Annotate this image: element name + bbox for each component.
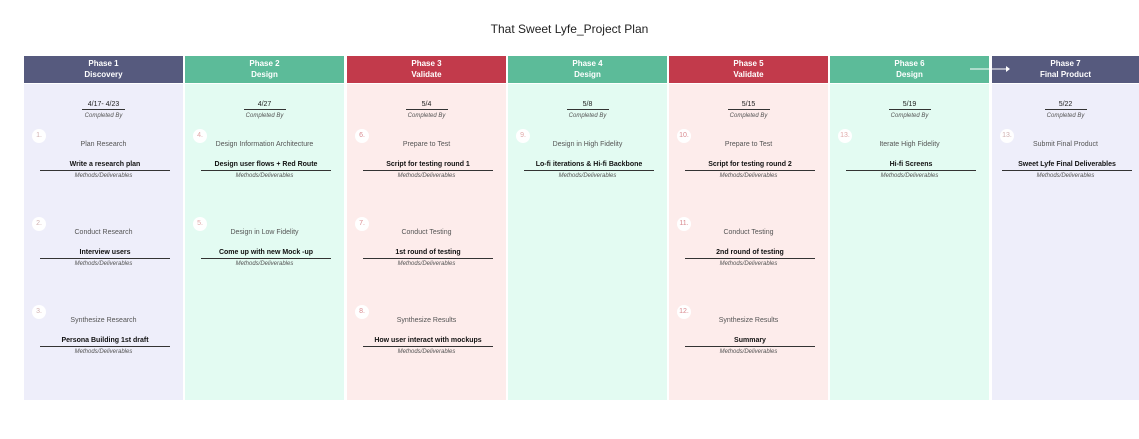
phase-name: Design bbox=[251, 69, 278, 79]
phase-date: 5/4 bbox=[406, 101, 448, 110]
methods-label: Methods/Deliverables bbox=[1036, 173, 1095, 179]
task-title: Synthesize Results bbox=[396, 317, 457, 324]
phase-column-7 bbox=[992, 56, 1139, 400]
task-item bbox=[24, 217, 183, 277]
task-number: 7. bbox=[355, 217, 369, 231]
methods-label: Methods/Deliverables bbox=[397, 261, 456, 267]
task-item bbox=[669, 129, 828, 189]
task-title: Iterate High Fidelity bbox=[879, 141, 940, 148]
phase-name: Validate bbox=[733, 69, 764, 79]
phase-header-7 bbox=[992, 56, 1139, 83]
phase-number: Phase 7 bbox=[1050, 59, 1081, 68]
phase-header-6 bbox=[830, 56, 989, 83]
task-number: 1. bbox=[32, 129, 46, 143]
task-deliverable: Script for testing round 1 bbox=[363, 161, 493, 171]
methods-label: Methods/Deliverables bbox=[74, 349, 133, 355]
phase-name: Validate bbox=[411, 69, 442, 79]
phase-column-1 bbox=[24, 56, 183, 400]
methods-label: Methods/Deliverables bbox=[74, 173, 133, 179]
task-item bbox=[669, 217, 828, 277]
phase-header-2 bbox=[185, 56, 344, 83]
task-title: Submit Final Product bbox=[1033, 141, 1098, 148]
task-title: Prepare to Test bbox=[724, 141, 773, 148]
phase-number: Phase 1 bbox=[88, 59, 119, 68]
phase-body bbox=[24, 84, 183, 400]
task-item bbox=[347, 129, 506, 189]
task-item bbox=[669, 305, 828, 365]
methods-label: Methods/Deliverables bbox=[719, 173, 778, 179]
task-item bbox=[185, 217, 344, 277]
phase-number: Phase 6 bbox=[894, 59, 925, 68]
task-item bbox=[508, 129, 667, 189]
task-deliverable: Come up with new Mock -up bbox=[201, 249, 331, 259]
phase-body bbox=[830, 84, 989, 400]
phase-number: Phase 2 bbox=[249, 59, 280, 68]
phase-number: Phase 4 bbox=[572, 59, 603, 68]
phase-column-5 bbox=[669, 56, 828, 400]
completed-by-label: Completed By bbox=[84, 113, 123, 119]
phase-body bbox=[992, 84, 1139, 400]
task-deliverable: Design user flows + Red Route bbox=[201, 161, 331, 171]
completed-by-label: Completed By bbox=[568, 113, 607, 119]
phase-body bbox=[508, 84, 667, 400]
arrow-right-icon bbox=[970, 65, 1010, 73]
methods-label: Methods/Deliverables bbox=[880, 173, 939, 179]
task-title: Conduct Testing bbox=[401, 229, 452, 236]
methods-label: Methods/Deliverables bbox=[235, 173, 294, 179]
task-number: 5. bbox=[193, 217, 207, 231]
phase-column-6 bbox=[830, 56, 989, 400]
task-title: Design in High Fidelity bbox=[552, 141, 623, 148]
methods-label: Methods/Deliverables bbox=[235, 261, 294, 267]
task-deliverable: Script for testing round 2 bbox=[685, 161, 815, 171]
task-title: Design in Low Fidelity bbox=[230, 229, 299, 236]
task-deliverable: How user interact with mockups bbox=[363, 337, 493, 347]
task-title: Plan Research bbox=[80, 141, 127, 148]
methods-label: Methods/Deliverables bbox=[719, 261, 778, 267]
task-title: Prepare to Test bbox=[402, 141, 451, 148]
task-title: Design Information Architecture bbox=[215, 141, 314, 148]
project-board bbox=[24, 56, 1139, 400]
task-deliverable: Write a research plan bbox=[40, 161, 170, 171]
methods-label: Methods/Deliverables bbox=[719, 349, 778, 355]
task-title: Synthesize Results bbox=[718, 317, 779, 324]
task-item bbox=[24, 305, 183, 365]
completed-by-label: Completed By bbox=[729, 113, 768, 119]
phase-name: Final Product bbox=[1039, 69, 1092, 79]
phase-header-5 bbox=[669, 56, 828, 83]
phase-date: 5/22 bbox=[1045, 101, 1087, 110]
task-title: Conduct Research bbox=[74, 229, 133, 236]
task-item bbox=[347, 305, 506, 365]
task-number: 4. bbox=[193, 129, 207, 143]
task-item bbox=[992, 129, 1139, 189]
phase-number: Phase 3 bbox=[411, 59, 442, 68]
methods-label: Methods/Deliverables bbox=[558, 173, 617, 179]
methods-label: Methods/Deliverables bbox=[397, 349, 456, 355]
phase-header-1 bbox=[24, 56, 183, 83]
task-deliverable: 1st round of testing bbox=[363, 249, 493, 259]
task-number: 3. bbox=[32, 305, 46, 319]
phase-name: Discovery bbox=[84, 69, 123, 79]
phase-name: Design bbox=[574, 69, 601, 79]
phase-name: Design bbox=[896, 69, 923, 79]
phase-date: 5/15 bbox=[728, 101, 770, 110]
methods-label: Methods/Deliverables bbox=[397, 173, 456, 179]
phase-body bbox=[185, 84, 344, 400]
task-number: 9. bbox=[516, 129, 530, 143]
phase-body bbox=[347, 84, 506, 400]
completed-by-label: Completed By bbox=[407, 113, 446, 119]
methods-label: Methods/Deliverables bbox=[74, 261, 133, 267]
phase-column-4 bbox=[508, 56, 667, 400]
task-number: 11. bbox=[677, 217, 691, 231]
task-number: 6. bbox=[355, 129, 369, 143]
phase-column-3 bbox=[347, 56, 506, 400]
phase-column-2 bbox=[185, 56, 344, 400]
task-item bbox=[830, 129, 989, 189]
task-item bbox=[185, 129, 344, 189]
phase-date: 4/27 bbox=[244, 101, 286, 110]
task-item bbox=[347, 217, 506, 277]
task-deliverable: Persona Building 1st draft bbox=[40, 337, 170, 347]
task-number: 13. bbox=[838, 129, 852, 143]
phase-body bbox=[669, 84, 828, 400]
task-number: 8. bbox=[355, 305, 369, 319]
phase-number: Phase 5 bbox=[733, 59, 764, 68]
task-number: 2. bbox=[32, 217, 46, 231]
task-item bbox=[24, 129, 183, 189]
completed-by-label: Completed By bbox=[245, 113, 284, 119]
phase-header-3 bbox=[347, 56, 506, 83]
completed-by-label: Completed By bbox=[890, 113, 929, 119]
phase-date: 5/19 bbox=[889, 101, 931, 110]
task-title: Synthesize Research bbox=[70, 317, 137, 324]
task-deliverable: Summary bbox=[685, 337, 815, 347]
task-number: 12. bbox=[677, 305, 691, 319]
task-deliverable: Interview users bbox=[40, 249, 170, 259]
task-number: 13. bbox=[1000, 129, 1014, 143]
phase-date: 4/17- 4/23 bbox=[82, 101, 126, 110]
task-deliverable: Hi-fi Screens bbox=[846, 161, 976, 171]
task-number: 10. bbox=[677, 129, 691, 143]
phase-date: 5/8 bbox=[567, 101, 609, 110]
phase-header-4 bbox=[508, 56, 667, 83]
task-deliverable: Lo-fi iterations & Hi-fi Backbone bbox=[524, 161, 654, 171]
completed-by-label: Completed By bbox=[1046, 113, 1085, 119]
task-deliverable: 2nd round of testing bbox=[685, 249, 815, 259]
task-title: Conduct Testing bbox=[723, 229, 774, 236]
task-deliverable: Sweet Lyfe Final Deliverables bbox=[1002, 161, 1132, 171]
page-title: That Sweet Lyfe_Project Plan bbox=[490, 22, 649, 36]
